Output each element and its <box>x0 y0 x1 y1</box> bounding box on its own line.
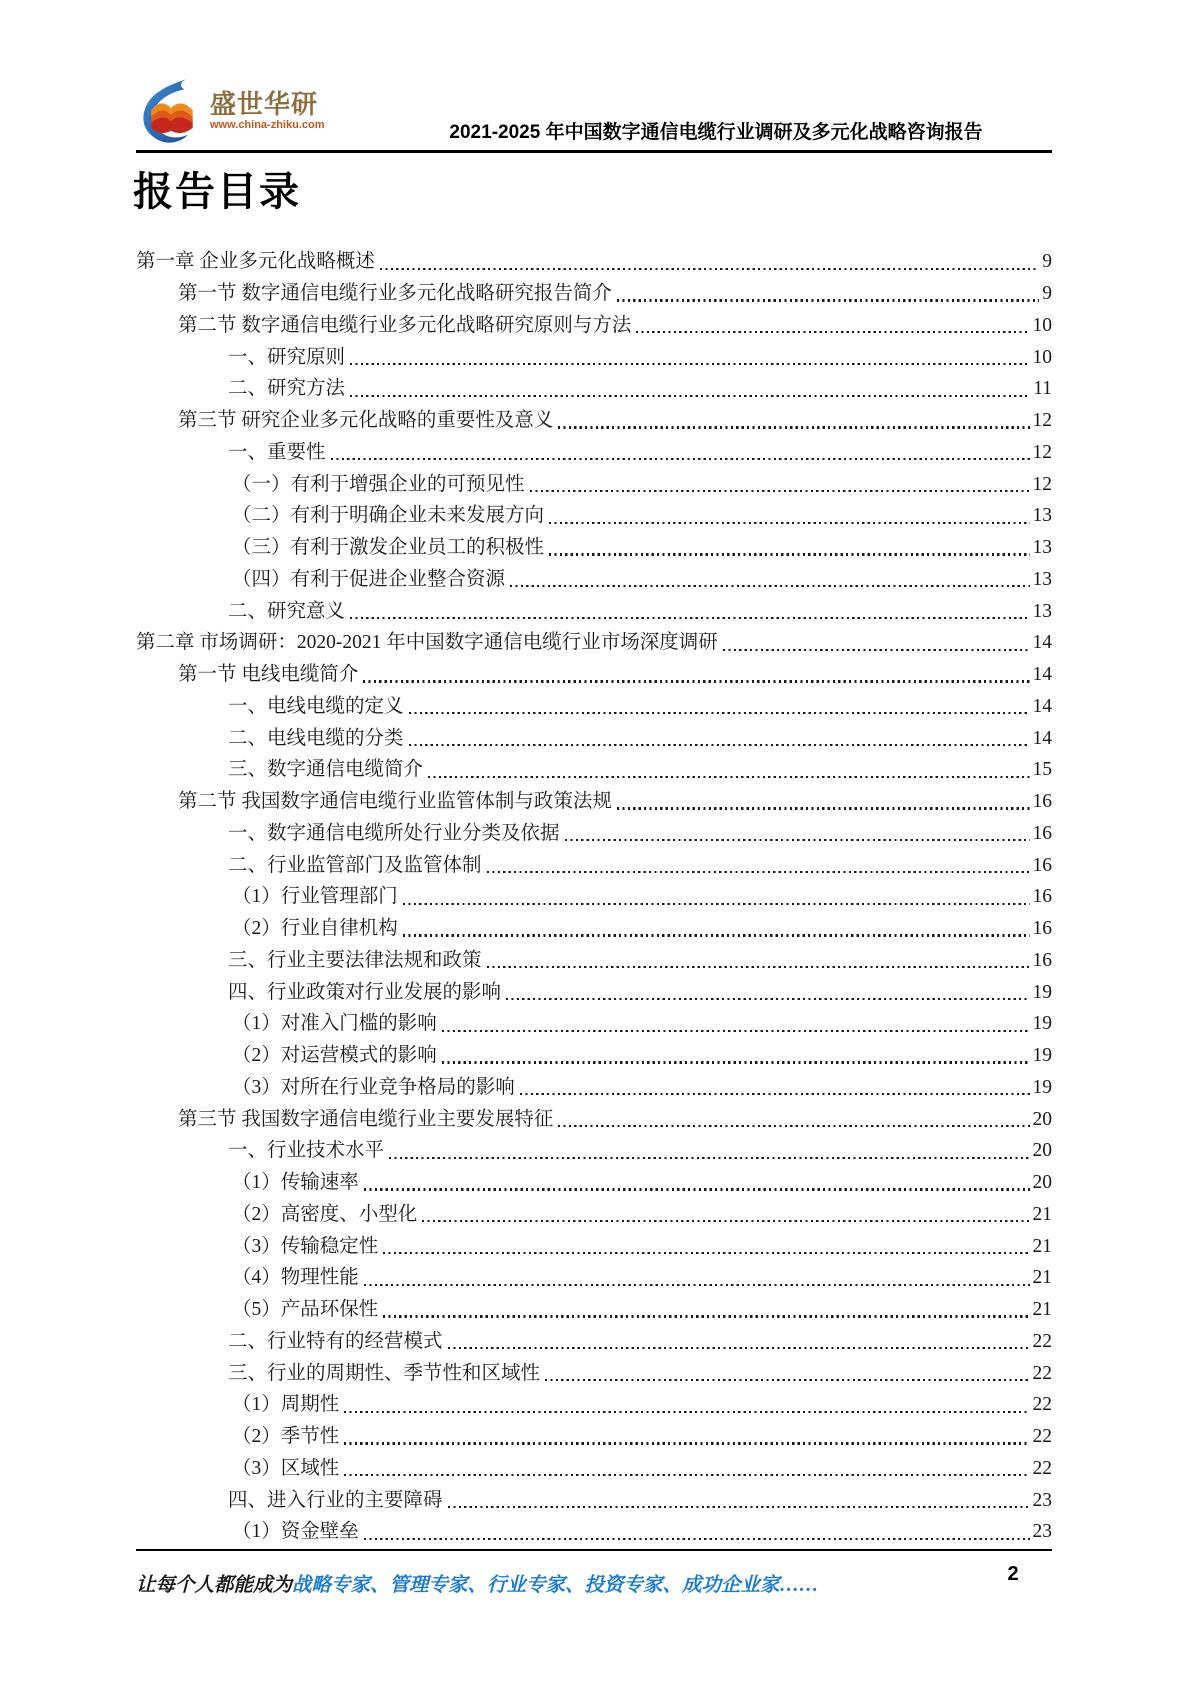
toc-dotted-leader <box>530 490 1030 492</box>
toc-entry[interactable] <box>136 436 1052 468</box>
toc-entry[interactable] <box>136 753 1052 785</box>
toc-entry-label: （2）高密度、小型化 <box>232 1203 418 1225</box>
toc-entry[interactable] <box>136 912 1052 944</box>
toc-entry[interactable] <box>136 658 1052 690</box>
footer-divider-line <box>136 1549 1052 1551</box>
toc-entry[interactable] <box>136 277 1052 309</box>
book-swoosh-logo-icon <box>138 78 204 144</box>
toc-entry-page-number: 16 <box>1032 854 1052 876</box>
toc-entry-page-number: 16 <box>1032 918 1052 939</box>
toc-dotted-leader <box>409 712 1030 714</box>
toc-entry-page-number: 9 <box>1042 283 1052 304</box>
toc-entry-label: （四）有利于促进企业整合资源 <box>232 568 506 590</box>
toc-dotted-leader <box>350 363 1029 365</box>
toc-entry-page-number: 22 <box>1032 1394 1052 1416</box>
toc-entry-page-number: 22 <box>1032 1330 1052 1352</box>
toc-dotted-leader <box>520 1093 1030 1095</box>
toc-entry-label: （1）对准入门槛的影响 <box>232 1013 437 1035</box>
toc-entry[interactable] <box>136 594 1052 626</box>
toc-entry[interactable] <box>136 1134 1052 1166</box>
toc-entry-label: 二、行业监管部门及监管体制 <box>228 854 482 876</box>
logo-text-block <box>210 88 325 132</box>
toc-entry-page-number: 23 <box>1032 1489 1052 1511</box>
toc-dotted-leader <box>558 1125 1029 1127</box>
toc-entry-label: 一、研究原则 <box>228 346 346 368</box>
toc-dotted-leader <box>565 839 1030 841</box>
toc-entry-page-number: 16 <box>1032 791 1052 812</box>
logo-brand-name: 盛世华研 <box>210 88 319 119</box>
toc-entry-label: 第二节 我国数字通信电缆行业监管体制与政策法规 <box>178 791 612 812</box>
company-logo <box>138 78 325 144</box>
toc-entry-page-number: 10 <box>1032 314 1052 336</box>
toc-entry-page-number: 21 <box>1032 1235 1052 1257</box>
toc-entry-page-number: 19 <box>1032 1013 1052 1035</box>
toc-entry-page-number: 14 <box>1032 632 1052 654</box>
toc-dotted-leader <box>510 585 1029 587</box>
toc-entry[interactable] <box>136 1229 1052 1261</box>
toc-entry[interactable] <box>136 1515 1052 1547</box>
toc-dotted-leader <box>636 331 1029 333</box>
toc-dotted-leader <box>545 1379 1029 1381</box>
toc-entry[interactable] <box>136 626 1052 658</box>
toc-entry[interactable] <box>136 1388 1052 1420</box>
toc-entry[interactable] <box>136 372 1052 404</box>
toc-entry[interactable] <box>136 1071 1052 1103</box>
toc-dotted-leader <box>506 998 1029 1000</box>
toc-entry-page-number: 20 <box>1032 1140 1052 1162</box>
toc-entry-page-number: 13 <box>1032 600 1052 622</box>
toc-entry-label: （1）传输速率 <box>232 1172 359 1193</box>
toc-entry[interactable] <box>136 563 1052 595</box>
toc-entry[interactable] <box>136 690 1052 722</box>
toc-entry-page-number: 21 <box>1032 1267 1052 1289</box>
footer-slogan <box>136 1569 819 1597</box>
toc-entry[interactable] <box>136 785 1052 817</box>
toc-dotted-leader <box>617 807 1030 809</box>
toc-dotted-leader <box>364 1284 1030 1286</box>
toc-entry-label: （3）区域性 <box>232 1457 340 1479</box>
toc-entry[interactable] <box>136 1293 1052 1325</box>
toc-entry-page-number: 16 <box>1032 822 1052 844</box>
toc-entry-label: 三、行业主要法律法规和政策 <box>228 949 482 971</box>
toc-entry-label: （1）行业管理部门 <box>232 886 398 908</box>
toc-entry-label: （1）资金壁垒 <box>232 1521 359 1543</box>
toc-entry-label: （三）有利于激发企业员工的积极性 <box>232 537 545 558</box>
toc-dotted-leader <box>344 1474 1029 1476</box>
page-number: 2 <box>1007 1563 1019 1585</box>
toc-entry-page-number: 14 <box>1032 664 1052 685</box>
toc-dotted-leader <box>364 1538 1030 1540</box>
toc-entry-page-number: 12 <box>1032 441 1052 463</box>
toc-dotted-leader <box>558 426 1029 428</box>
toc-entry[interactable] <box>136 1420 1052 1452</box>
report-title: 2021-2025 年中国数字通信电缆行业调研及多元化战略咨询报告 <box>449 122 983 143</box>
toc-entry-page-number: 19 <box>1032 1076 1052 1098</box>
footer-slogan-highlight: 战略专家、管理专家、行业专家、投资专家、成功企业家…… <box>292 1575 819 1596</box>
toc-entry[interactable] <box>136 1261 1052 1293</box>
toc-entry[interactable] <box>136 1483 1052 1515</box>
toc-dotted-leader <box>442 1030 1030 1032</box>
toc-entry-page-number: 14 <box>1032 727 1052 749</box>
toc-entry[interactable] <box>136 721 1052 753</box>
toc-entry-label: （2）行业自律机构 <box>232 918 398 939</box>
toc-dotted-leader <box>331 458 1030 460</box>
toc-dotted-leader <box>442 1061 1030 1063</box>
toc-dotted-leader <box>344 1442 1029 1444</box>
toc-entry[interactable] <box>136 404 1052 436</box>
toc-entry-label: 第一节 电线电缆简介 <box>178 664 359 685</box>
toc-entry-page-number: 22 <box>1032 1362 1052 1384</box>
toc-entry-label: 三、行业的周期性、季节性和区域性 <box>228 1362 541 1384</box>
toc-entry-page-number: 10 <box>1032 346 1052 368</box>
toc-entry-label: 第三节 研究企业多元化战略的重要性及意义 <box>178 410 554 431</box>
toc-entry-page-number: 12 <box>1032 410 1052 431</box>
toc-entry[interactable] <box>136 309 1052 341</box>
header-divider-line <box>136 150 1052 153</box>
toc-entry-page-number: 19 <box>1032 981 1052 1003</box>
toc-entry-label: 第二节 数字通信电缆行业多元化战略研究原则与方法 <box>178 314 632 336</box>
page-title: 报告目录 <box>133 170 301 214</box>
toc-entry-label: 二、电线电缆的分类 <box>228 727 404 749</box>
toc-entry-label: 二、研究意义 <box>228 600 346 622</box>
toc-entry-page-number: 13 <box>1032 537 1052 558</box>
toc-entry-label: （一）有利于增强企业的可预见性 <box>232 473 525 495</box>
toc-entry[interactable] <box>136 1356 1052 1388</box>
toc-entry[interactable] <box>136 1325 1052 1357</box>
toc-entry[interactable] <box>136 817 1052 849</box>
toc-entry[interactable] <box>136 499 1052 531</box>
toc-entry-label: （5）产品环保性 <box>232 1299 379 1320</box>
toc-entry[interactable] <box>136 944 1052 976</box>
toc-entry[interactable] <box>136 1452 1052 1484</box>
toc-entry-label: （4）物理性能 <box>232 1267 359 1289</box>
toc-entry-label: （3）传输稳定性 <box>232 1235 379 1257</box>
toc-entry[interactable] <box>136 1198 1052 1230</box>
toc-dotted-leader <box>383 1315 1029 1317</box>
toc-dotted-leader <box>364 1188 1030 1190</box>
toc-dotted-leader <box>487 871 1030 873</box>
toc-dotted-leader <box>428 776 1029 778</box>
toc-entry-label: （1）周期性 <box>232 1394 340 1416</box>
toc-entry[interactable] <box>136 975 1052 1007</box>
toc-entry-label: 一、行业技术水平 <box>228 1140 385 1162</box>
toc-entry-label: 第三节 我国数字通信电缆行业主要发展特征 <box>178 1108 554 1130</box>
toc-entry-page-number: 13 <box>1032 505 1052 527</box>
logo-website-url: www.china-zhiku.com <box>210 118 325 131</box>
toc-entry-page-number: 12 <box>1032 473 1052 495</box>
toc-entry[interactable] <box>136 1007 1052 1039</box>
toc-dotted-leader <box>487 966 1030 968</box>
toc-entry-label: 二、研究方法 <box>228 378 346 400</box>
toc-dotted-leader <box>403 903 1030 905</box>
toc-entry-page-number: 21 <box>1032 1203 1052 1225</box>
toc-entry-page-number: 22 <box>1032 1457 1052 1479</box>
toc-dotted-leader <box>422 1220 1029 1222</box>
toc-entry-label: 第一节 数字通信电缆行业多元化战略研究报告简介 <box>178 283 612 304</box>
toc-entry-page-number: 22 <box>1032 1426 1052 1447</box>
toc-entry[interactable] <box>136 531 1052 563</box>
toc-entry-page-number: 20 <box>1032 1172 1052 1193</box>
toc-entry-page-number: 9 <box>1042 251 1052 273</box>
toc-entry[interactable] <box>136 848 1052 880</box>
toc-entry-page-number: 11 <box>1033 378 1052 400</box>
toc-entry-page-number: 16 <box>1032 886 1052 908</box>
toc-dotted-leader <box>383 1252 1029 1254</box>
toc-entry-page-number: 19 <box>1032 1045 1052 1066</box>
toc-entry[interactable] <box>136 1166 1052 1198</box>
toc-entry-label: 二、行业特有的经营模式 <box>228 1330 443 1352</box>
toc-entry-page-number: 13 <box>1032 568 1052 590</box>
toc-entry-label: 一、重要性 <box>228 441 326 463</box>
toc-dotted-leader <box>403 934 1030 936</box>
toc-entry[interactable] <box>136 467 1052 499</box>
toc-dotted-leader <box>549 553 1029 555</box>
toc-dotted-leader <box>344 1411 1029 1413</box>
table-of-contents <box>136 245 1052 1547</box>
toc-entry-page-number: 21 <box>1032 1299 1052 1320</box>
toc-entry-page-number: 14 <box>1032 695 1052 717</box>
toc-entry-label: 一、数字通信电缆所处行业分类及依据 <box>228 822 560 844</box>
toc-entry-label: 四、进入行业的主要障碍 <box>228 1489 443 1511</box>
toc-entry[interactable] <box>136 245 1052 277</box>
toc-entry-label: 第一章 企业多元化战略概述 <box>136 251 375 273</box>
toc-dotted-leader <box>549 522 1029 524</box>
toc-dotted-leader <box>363 680 1029 682</box>
toc-entry-label: 第二章 市场调研：2020-2021 年中国数字通信电缆行业市场深度调研 <box>136 632 718 654</box>
toc-dotted-leader <box>723 649 1030 651</box>
toc-dotted-leader <box>448 1506 1030 1508</box>
toc-entry-label: 四、行业政策对行业发展的影响 <box>228 981 502 1003</box>
toc-entry[interactable] <box>136 880 1052 912</box>
toc-dotted-leader <box>617 299 1039 301</box>
toc-dotted-leader <box>350 617 1029 619</box>
toc-entry[interactable] <box>136 1039 1052 1071</box>
toc-dotted-leader <box>409 744 1030 746</box>
toc-entry-page-number: 20 <box>1032 1108 1052 1130</box>
page-header <box>136 74 1052 146</box>
toc-entry-label: 三、数字通信电缆简介 <box>228 759 424 781</box>
toc-entry-page-number: 16 <box>1032 949 1052 971</box>
toc-entry-page-number: 23 <box>1032 1521 1052 1543</box>
toc-dotted-leader <box>380 268 1039 270</box>
toc-entry-label: （2）对运营模式的影响 <box>232 1045 437 1066</box>
toc-dotted-leader <box>389 1157 1029 1159</box>
toc-entry[interactable] <box>136 1102 1052 1134</box>
toc-entry-page-number: 15 <box>1032 759 1052 781</box>
toc-entry-label: 一、电线电缆的定义 <box>228 695 404 717</box>
toc-entry-label: （3）对所在行业竞争格局的影响 <box>232 1076 515 1098</box>
toc-dotted-leader <box>448 1347 1030 1349</box>
toc-entry[interactable] <box>136 340 1052 372</box>
toc-dotted-leader <box>350 395 1030 397</box>
toc-entry-label: （二）有利于明确企业未来发展方向 <box>232 505 545 527</box>
footer-slogan-prefix: 让每个人都能成为 <box>136 1575 293 1596</box>
toc-entry-label: （2）季节性 <box>232 1426 340 1447</box>
